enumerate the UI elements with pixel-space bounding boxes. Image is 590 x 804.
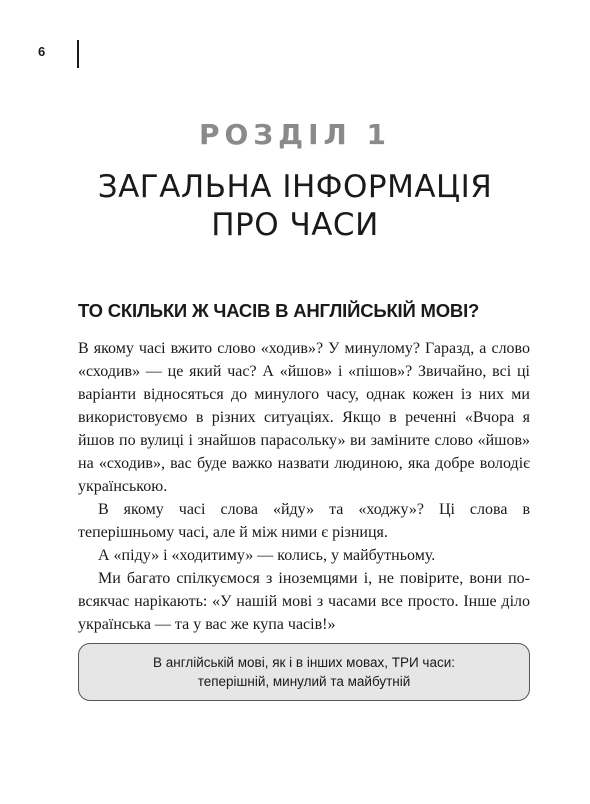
chapter-title (0, 168, 590, 244)
chapter-label: РОЗДІЛ 1 (198, 118, 392, 151)
chapter-title-line-1: ЗАГАЛЬНА ІНФОРМАЦІЯ (97, 169, 493, 205)
paragraph-1: В якому часі вжито слово «ходив»? У минулому? Гаразд, а слово «сходив» — це який час? А «йшов» і «пішов»? Звичайно, всі ці варіанти відносяться до минулого часу, однак кожен із них ми використовуємо в різних ситуаціях. Якщо в реченні «Вчора я йшов по вулиці і знайшов парасольку» ви заміните слово «йшов» на «сходив», вас буде важко назвати людиною, яка добре володіє українською. (78, 340, 530, 495)
callout-line-1: В англійській мові, як і в інших мовах, ТРИ часи: (152, 655, 456, 670)
page-number-divider (77, 40, 79, 68)
paragraph-2: В якому часі слова «йду» та «ходжу»? Ці слова в теперішньому часі, але й між ними є різниця. (78, 501, 530, 541)
callout-line-2: теперішній, минулий та майбутній (197, 674, 411, 689)
body-text (78, 337, 530, 636)
page-number: 6 (38, 44, 46, 59)
chapter-title-line-2: ПРО ЧАСИ (211, 207, 379, 243)
callout-box (78, 643, 530, 701)
section-heading: ТО СКІЛЬКИ Ж ЧАСІВ В АНГЛІЙСЬКІЙ МОВІ? (78, 300, 480, 321)
paragraph-4: Ми багато спілкуємося з іноземцями і, не повірите, вони повсякчас нарікають: «У нашій мові з часами все просто. Інше діло українська — та у вас же купа часів!» (78, 570, 530, 633)
paragraph-3: А «піду» і «ходитиму» — колись, у майбутньому. (98, 547, 436, 564)
